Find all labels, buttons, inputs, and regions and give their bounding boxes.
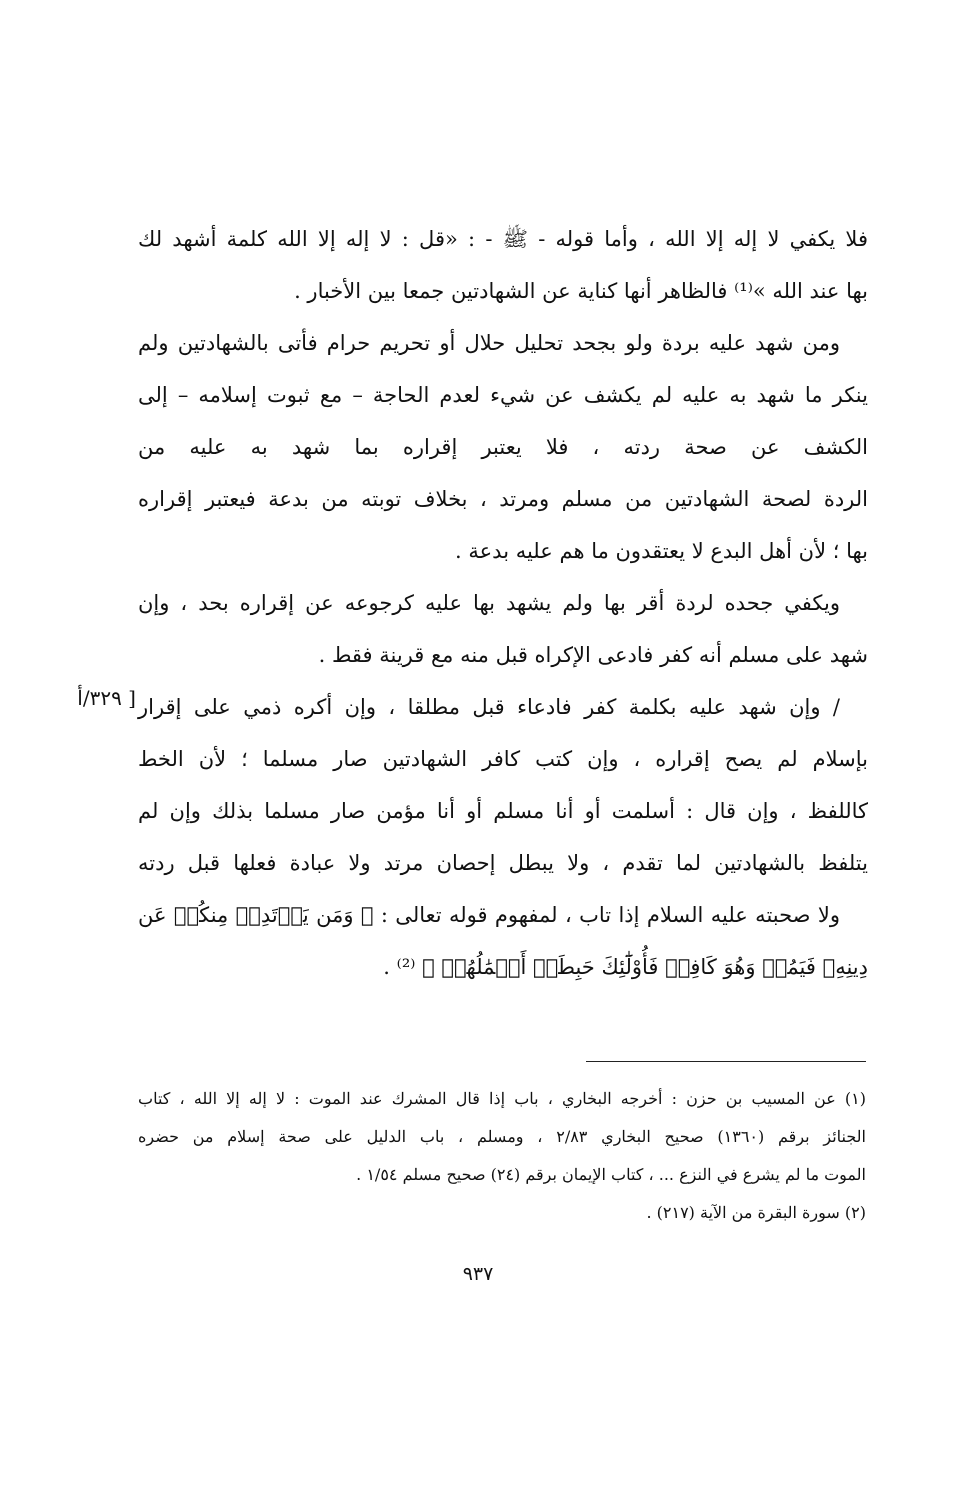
footnote-separator	[586, 1061, 866, 1062]
text-line: كاللفظ ، وإن قال : أسلمت أو أنا مسلم أو أنا مؤمن صار مسلما بذلك وإن لم	[138, 799, 868, 823]
text-line: ومن شهد عليه بردة ولو بجحد تحليل حلال أو تحريم حرام فأتى بالشهادتين ولم	[138, 331, 840, 355]
main-text	[138, 213, 868, 993]
footnote-line: (١) عن المسيب بن حزن : أخرجه البخاري ، باب إذا قال المشرك عند الموت : لا إله إلا الله ، كتاب	[138, 1089, 867, 1108]
text-line: ولا صحبته عليه السلام إذا تاب ، لمفهوم قوله تعالى : ﴿ وَمَن يَرۡتَدِدۡ مِنكُمۡ عَن	[138, 903, 840, 927]
footnote-line: (٢) سورة البقرة من الآية (٢١٧) .	[646, 1203, 866, 1222]
text-line: / وإن شهد عليه بكلمة كفر فادعاء قبل مطلقا ، وإن أكره ذمي على إقرار	[138, 695, 840, 719]
footnote-line: الموت ما لم يشرع في النزع ... ، كتاب الإيمان برقم (٢٤) صحيح مسلم ١/٥٤ .	[356, 1165, 866, 1184]
text-line: بها عند الله »⁽¹⁾ فالظاهر أنها كناية عن الشهادتين جمعا بين الأخبار .	[294, 279, 868, 303]
text-line: بإسلام لم يصح إقراره ، وإن كتب كافر الشهادتين صار مسلما ؛ لأن الخط	[138, 747, 868, 771]
footnotes	[138, 1080, 866, 1232]
text-line: يتلفظ بالشهادتين لما تقدم ، ولا يبطل إحصان مرتد ولا عبادة فعلها قبل ردته	[138, 851, 868, 875]
footnote-line: الجنائز برقم (١٣٦٠) صحيح البخاري ٢/٨٣ ، ومسلم ، باب الدليل على صحة إسلام من حضره	[138, 1127, 866, 1146]
text-line: الردة لصحة الشهادتين من مسلم ومرتد ، بخلاف توبته من بدعة فيعتبر إقراره	[138, 487, 868, 511]
text-line: دِينِهِۦ فَيَمُتۡ وَهُوَ كَافِرٞ فَأُوْلَٰٓئِكَ حَبِطَتۡ أَعۡمَٰلُهُمۡ ﴾ ⁽²⁾ .	[383, 955, 868, 979]
text-line: ويكفي جحده لردة أقر بها ولم يشهد بها عليه كرجوعه عن إقراره بحد ، وإن	[138, 591, 840, 615]
page-number: ٩٣٧	[462, 1263, 494, 1285]
margin-folio-note: [ ٣٢٩/أ	[77, 686, 136, 710]
text-line: شهد على مسلم أنه كفر فادعى الإكراه قبل منه مع قرينة فقط .	[318, 643, 868, 667]
text-line: فلا يكفي لا إله إلا الله ، وأما قوله - ﷺ - : «قل : لا إله إلا الله كلمة أشهد لك	[138, 227, 868, 251]
text-line: بها ؛ لأن أهل البدع لا يعتقدون ما هم عليه بدعة .	[455, 539, 868, 563]
text-line: الكشف عن صحة ردته ، فلا يعتبر إقراره بما شهد به عليه من	[138, 435, 868, 459]
text-line: ينكر ما شهد به عليه لم يكشف عن شيء لعدم الحاجة – مع ثبوت إسلامه – إلى	[138, 383, 868, 407]
